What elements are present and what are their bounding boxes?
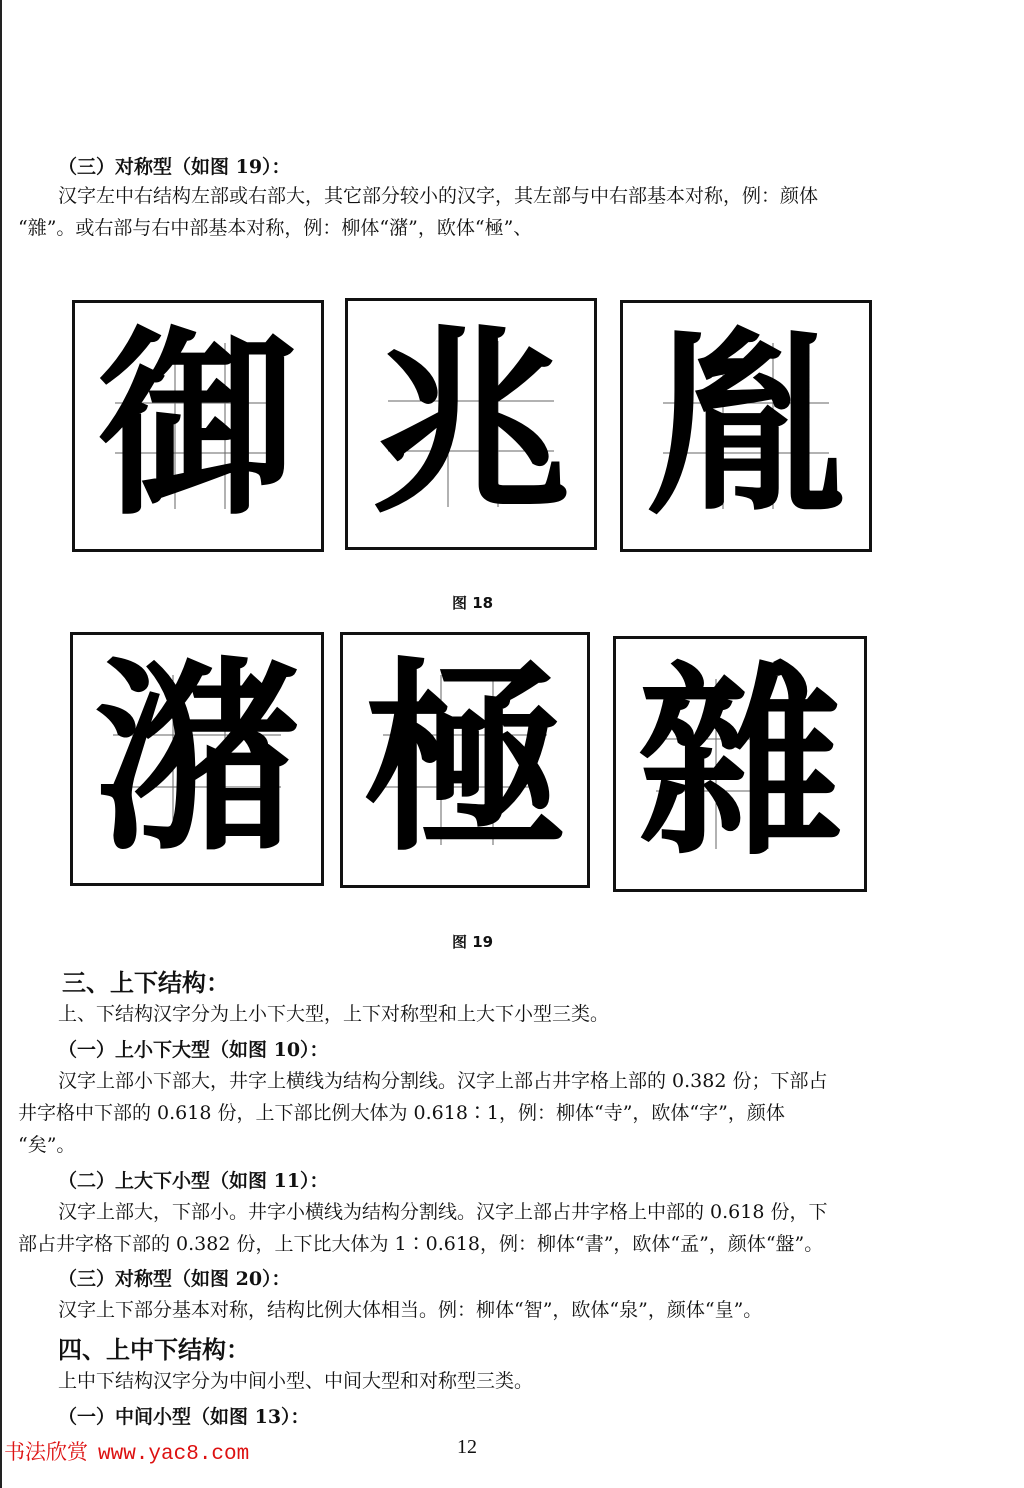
figure-19-character-box-1 <box>70 632 324 886</box>
paragraph-line: “矣”。 <box>18 1134 76 1156</box>
section-title-top-bottom: 三、上下结构： <box>62 969 230 997</box>
paragraph-line: “雜”。或右部与右中部基本对称，例：柳体“潴”，欧体“極”、 <box>18 217 533 239</box>
calligraphy-character: 胤 <box>645 308 846 543</box>
paragraph-line: 井字格中下部的 0.618 份，上下部比例大体为 0.618∶1，例：柳体“寺”，欧体“字”，颜体 <box>18 1102 785 1124</box>
calligraphy-character: 御 <box>97 308 298 543</box>
watermark-url: www.yac8.com <box>98 1443 250 1466</box>
paragraph-line: 部占井字格下部的 0.382 份，上下比大体为 1∶0.618，例：柳体“書”，欧体“孟”，颜体“盤”。 <box>18 1233 824 1255</box>
page-left-edge <box>0 0 2 1488</box>
subsection-heading: （二）上大下小型（如图 11）： <box>58 1170 329 1192</box>
subsection-heading: （三）对称型（如图 20）： <box>58 1268 291 1290</box>
page-number: 12 <box>457 1436 477 1458</box>
paragraph-line: 汉字左中右结构左部或右部大，其它部分较小的汉字，其左部与中右部基本对称，例：颜体 <box>58 185 819 207</box>
section-title-top-middle-bottom: 四、上中下结构： <box>58 1336 250 1364</box>
paragraph-line: 上中下结构汉字分为中间小型、中间大型和对称型三类。 <box>58 1370 534 1392</box>
figure-19-character-box-2 <box>340 632 590 888</box>
figure-18-caption: 图 18 <box>452 594 494 612</box>
calligraphy-character: 極 <box>362 639 568 880</box>
paragraph-line: 汉字上下部分基本对称，结构比例大体相当。例：柳体“智”，欧体“泉”，颜体“皇”。 <box>58 1299 763 1321</box>
figure-19-caption: 图 19 <box>452 933 494 951</box>
watermark-text: 书法欣赏 <box>4 1440 88 1464</box>
calligraphy-character: 兆 <box>370 306 571 541</box>
paragraph-line: 汉字上部小下部大，井字上横线为结构分割线。汉字上部占井字格上部的 0.382 份；下部占 <box>58 1070 828 1092</box>
calligraphy-character: 潴 <box>94 638 300 879</box>
section-heading-symmetric: （三）对称型（如图 19）： <box>58 156 291 178</box>
site-watermark <box>4 1436 249 1466</box>
figure-18-character-box-1 <box>72 300 324 552</box>
calligraphy-character: 雜 <box>637 643 843 884</box>
figure-19-character-box-3 <box>613 636 867 892</box>
paragraph-line: 汉字上部大，下部小。井字小横线为结构分割线。汉字上部占井字格上中部的 0.618 份，下 <box>58 1201 828 1223</box>
subsection-heading: （一）上小下大型（如图 10）： <box>58 1039 329 1061</box>
paragraph-line: 上、下结构汉字分为上小下大型，上下对称型和上大下小型三类。 <box>58 1003 610 1025</box>
figure-18-character-box-2 <box>345 298 597 550</box>
subsection-heading: （一）中间小型（如图 13）： <box>58 1406 310 1428</box>
figure-18-character-box-3 <box>620 300 872 552</box>
